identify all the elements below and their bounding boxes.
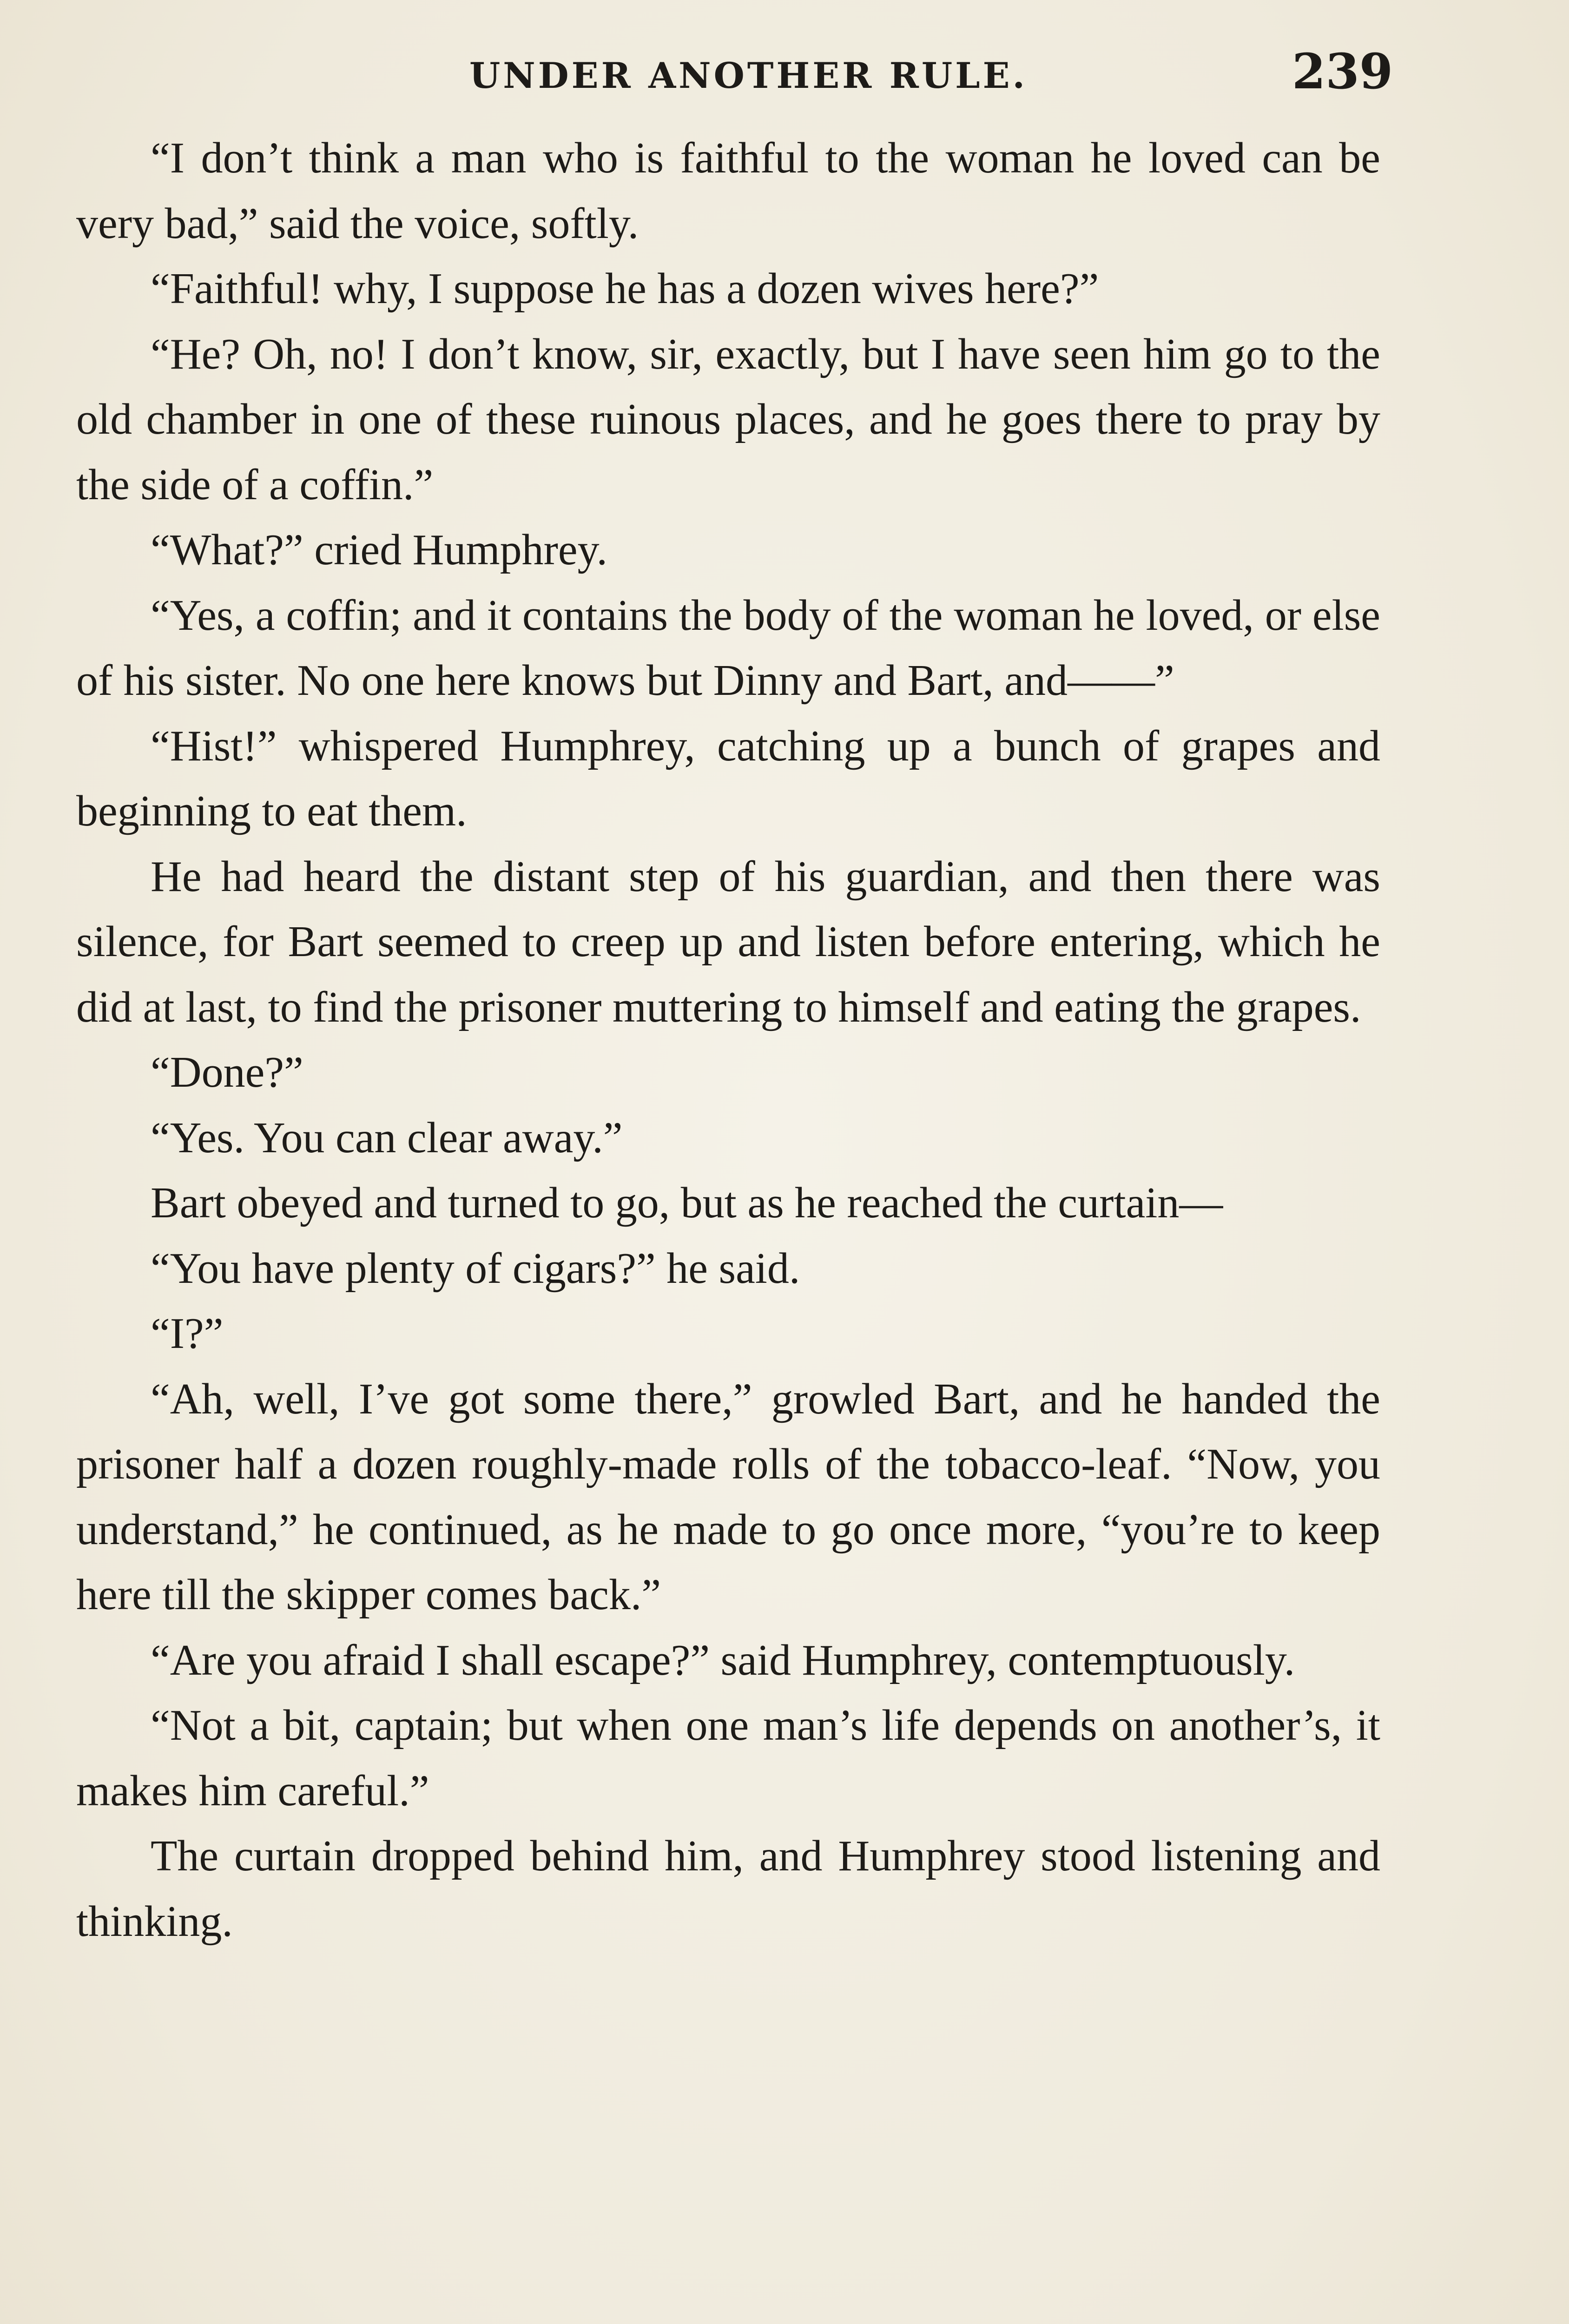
paragraph: “Done?” bbox=[151, 1048, 303, 1096]
paragraph: “He? Oh, no! I don’t know, sir, exactly, but I have seen him go to the old chamber in one of these ruinous places, and he goes there to pray by the side of a coffin.” bbox=[76, 330, 1380, 509]
paragraph: “Hist!” whispered Humphrey, catching up a bunch of grapes and beginning to eat them. bbox=[76, 721, 1380, 835]
body-text bbox=[76, 125, 1380, 1954]
paragraph: “You have plenty of cigars?” he said. bbox=[151, 1244, 800, 1293]
page-number: 239 bbox=[1292, 43, 1393, 100]
paragraph: “Ah, well, I’ve got some there,” growled Bart, and he handed the prisoner half a dozen roughly-made rolls of the tobacco-leaf. “Now, you understand,” he continued, as he made to go once more, “you’re to keep here till the skipper comes back.” bbox=[76, 1374, 1380, 1619]
paragraph: “Not a bit, captain; but when one man’s life depends on another’s, it makes him careful.” bbox=[76, 1701, 1380, 1815]
paragraph: He had heard the distant step of his guardian, and then there was silence, for Bart seemed to creep up and listen before entering, which he did at last, to find the prisoner muttering to himself and eating the grapes. bbox=[76, 852, 1380, 1031]
paragraph: “Faithful! why, I suppose he has a dozen wives here?” bbox=[151, 264, 1099, 313]
paragraph: “Yes. You can clear away.” bbox=[151, 1113, 623, 1162]
paragraph: “Are you afraid I shall escape?” said Humphrey, contemptuously. bbox=[151, 1636, 1295, 1684]
paragraph: “I don’t think a man who is faithful to the woman he loved can be very bad,” said the voice, softly. bbox=[76, 134, 1380, 248]
paragraph: “What?” cried Humphrey. bbox=[151, 526, 608, 574]
paragraph: Bart obeyed and turned to go, but as he reached the curtain— bbox=[151, 1179, 1223, 1227]
paragraph: The curtain dropped behind him, and Humphrey stood listening and thinking. bbox=[76, 1832, 1380, 1946]
paragraph: “Yes, a coffin; and it contains the body of the woman he loved, or else of his sister. No one here knows but Dinny and Bart, and——” bbox=[76, 591, 1380, 705]
running-head: UNDER ANOTHER RULE. bbox=[469, 55, 1028, 96]
paragraph: “I?” bbox=[151, 1309, 224, 1358]
